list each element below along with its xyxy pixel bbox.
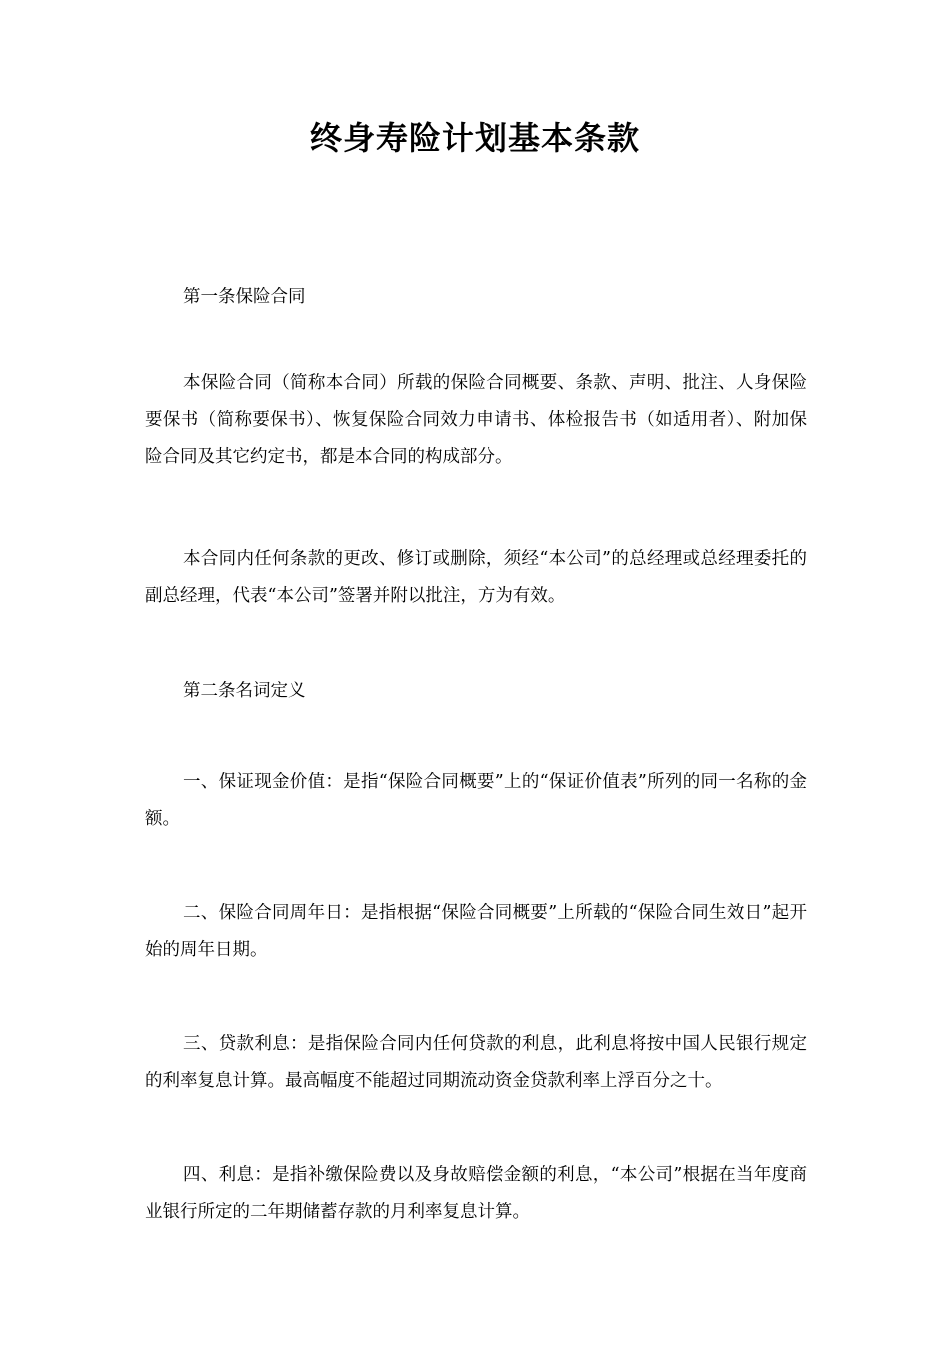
definition-interest: 四、利息：是指补缴保险费以及身故赔偿金额的利息，“本公司”根据在当年度商业银行所定的二年期储蓄存款的月利率复息计算。 (145, 1165, 807, 1222)
definition-guaranteed-cash-value: 一、保证现金价值：是指“保险合同概要”上的“保证价值表”所列的同一名称的金额。 (145, 772, 807, 829)
article-1-heading: 第一条保险合同 (183, 287, 306, 307)
document-title: 终身寿险计划基本条款 (309, 119, 640, 157)
article-2-heading: 第二条名词定义 (183, 681, 306, 701)
definition-contract-anniversary: 二、保险合同周年日：是指根据“保险合同概要”上所载的“保险合同生效日”起开始的周年日期。 (145, 903, 807, 960)
paragraph-contract-amendment: 本合同内任何条款的更改、修订或删除，须经“本公司”的总经理或总经理委托的副总经理，代表“本公司”签署并附以批注，方为有效。 (145, 549, 807, 606)
paragraph-contract-composition: 本保险合同（简称本合同）所载的保险合同概要、条款、声明、批注、人身保险要保书（简称要保书）、恢复保险合同效力申请书、体检报告书（如适用者）、附加保险合同及其它约定书，都是本合同的构成部分。 (145, 373, 807, 467)
definition-loan-interest: 三、贷款利息：是指保险合同内任何贷款的利息，此利息将按中国人民银行规定的利率复息计算。最高幅度不能超过同期流动资金贷款利率上浮百分之十。 (145, 1034, 807, 1091)
